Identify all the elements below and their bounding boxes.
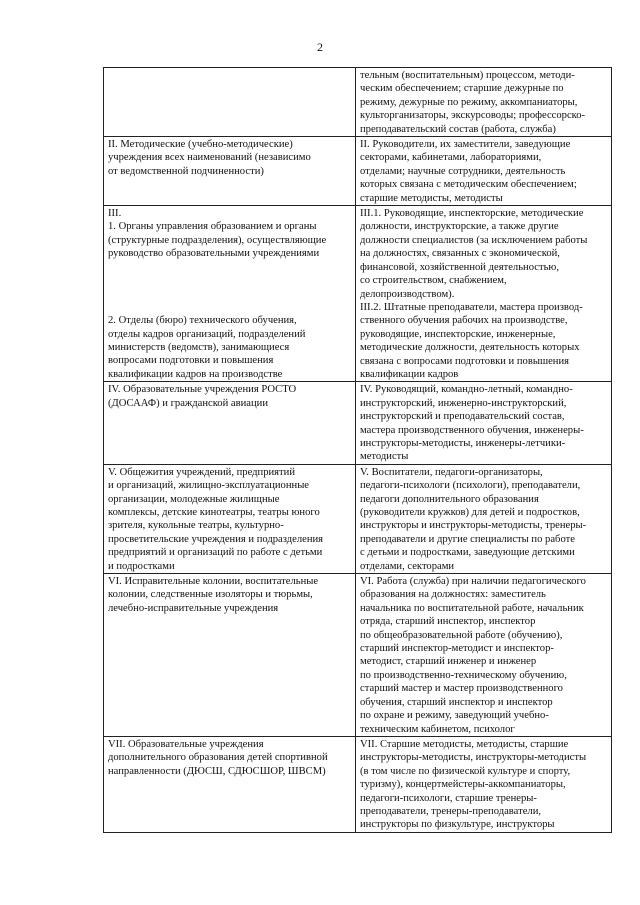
cell-text-line: инструкторский и преподавательский состав, xyxy=(360,411,565,423)
positions-cell xyxy=(356,68,612,137)
cell-text-line: V. Воспитатели, педагоги-организаторы, xyxy=(360,466,543,478)
cell-text-line: культорганизаторы, экскурсоводы; профессорско- xyxy=(360,110,586,122)
cell-text-line: преподаватели, тренеры-преподаватели, xyxy=(360,805,542,817)
cell-text-line: должности, инструкторские, а также другие xyxy=(360,221,559,233)
cell-text-line: отделами, секторами xyxy=(360,560,455,572)
positions-cell xyxy=(356,382,612,464)
cell-text-line: старший мастер и мастер производственного xyxy=(360,683,563,695)
cell-text-line: IV. Образовательные учреждения РОСТО xyxy=(108,384,297,396)
cell-text-line: (в том числе по физической культуре и спорту, xyxy=(360,765,571,777)
cell-text-line: финансовой, хозяйственной деятельностью, xyxy=(360,261,559,273)
cell-text-line xyxy=(108,301,351,314)
cell-text-line: колонии, следственные изоляторы и тюрьмы, xyxy=(108,589,313,601)
positions-cell xyxy=(356,206,612,382)
cell-text-line: направленности (ДЮСШ, СДЮСШОР, ШВСМ) xyxy=(108,765,326,777)
cell-text-line: со строительством, снабжением, xyxy=(360,275,507,287)
cell-text-line: педагоги-психологи (психологи), преподаватели, xyxy=(360,480,581,492)
cell-text-line: по охране и режиму, заведующий учебно- xyxy=(360,710,549,722)
cell-text-line: VI. Работа (служба) при наличии педагогического xyxy=(360,576,586,588)
positions-cell xyxy=(356,464,612,573)
table-row xyxy=(104,137,612,206)
cell-text-line: III.2. Штатные преподаватели, мастера производ- xyxy=(360,301,583,313)
cell-text-line: дополнительного образования детей спортивной xyxy=(108,752,328,764)
cell-text-line: преподаватели и другие специалисты по работе xyxy=(360,533,575,545)
cell-text-line: (ДОСААФ) и гражданской авиации xyxy=(108,397,269,409)
institution-cell xyxy=(104,736,356,832)
cell-text-line: зрителя, кукольные театры, культурно- xyxy=(108,520,284,532)
cell-text-line: делопроизводством). xyxy=(360,288,455,300)
cell-text-line: инструкторы и инструкторы-методисты, тренеры- xyxy=(360,520,587,532)
cell-text-line: VII. Старшие методисты, методисты, старшие xyxy=(360,738,569,750)
cell-text-line: III.1. Руководящие, инспекторские, методические xyxy=(360,208,584,220)
cell-text-line: и организаций, жилищно-эксплуатационные xyxy=(108,480,310,492)
cell-text-line: предприятий и организаций по работе с детьми xyxy=(108,547,323,559)
cell-text-line: старший инспектор-методист и инспектор- xyxy=(360,643,554,655)
cell-text-line xyxy=(108,274,351,287)
cell-text-line: методические должности, деятельность которых xyxy=(360,342,580,354)
cell-text-line: учреждения всех наименований (независимо xyxy=(108,152,311,164)
positions-cell xyxy=(356,574,612,737)
cell-text-line: техническим кабинетом, психолог xyxy=(360,723,515,735)
table-row xyxy=(104,382,612,464)
cell-text-line: от ведомственной подчиненности) xyxy=(108,165,264,177)
cell-text-line: должности специалистов (за исключением работы xyxy=(360,234,588,246)
cell-text-line: мастера производственного обучения, инженеры- xyxy=(360,424,584,436)
institution-cell xyxy=(104,464,356,573)
cell-text-line: VI. Исправительные колонии, воспитательные xyxy=(108,576,319,588)
cell-text-line: просветительские учреждения и подразделения xyxy=(108,533,324,545)
cell-text-line: ственного обучения рабочих на производстве, xyxy=(360,315,568,327)
cell-text-line: инструкторский, инженерно-инструкторский, xyxy=(360,397,567,409)
cell-text-line: по общеобразовательной работе (обучению), xyxy=(360,629,563,641)
cell-text-line: комплексы, детские кинотеатры, театры юного xyxy=(108,507,320,518)
cell-text-line: методист, старший инженер и инженер xyxy=(360,656,537,668)
document-table xyxy=(103,67,612,833)
cell-text-line: режиму, дежурные по режиму, аккомпаниаторы, xyxy=(360,96,578,108)
cell-text-line: вопросами подготовки и повышения xyxy=(108,355,274,367)
cell-text-line: отделы кадров организаций, подразделений xyxy=(108,328,306,340)
cell-text-line: квалификации кадров xyxy=(360,368,459,380)
cell-text-line: (руководители кружков) для детей и подростков, xyxy=(360,507,580,518)
cell-text-line: преподавательский состав (работа, служба) xyxy=(360,123,556,135)
cell-text-line: руководство образовательными учреждениями xyxy=(108,248,320,260)
cell-text-line: туризму), концертмейстеры-аккомпаниаторы, xyxy=(360,779,566,791)
page-number: 2 xyxy=(317,40,323,54)
cell-text-line: отделами; научные сотрудники, деятельность xyxy=(360,165,566,177)
cell-text-line: министерств (ведомств), занимающиеся xyxy=(108,342,290,354)
institution-cell xyxy=(104,137,356,206)
cell-text-line: 2. Отделы (бюро) технического обучения, xyxy=(108,315,297,327)
table-row xyxy=(104,574,612,737)
cell-text-line: инструкторы-методисты, инженеры-летчики- xyxy=(360,437,566,449)
cell-text-line: отряда, старший инспектор, инспектор xyxy=(360,616,536,628)
cell-text-line: образования на должностях: заместитель xyxy=(360,589,546,601)
cell-text-line: III. xyxy=(108,208,122,220)
cell-text-line: 1. Органы управления образованием и органы xyxy=(108,221,317,233)
table-row xyxy=(104,206,612,382)
cell-text-line: инструкторы по физкультуре, инструкторы xyxy=(360,819,555,831)
cell-text-line: V. Общежития учреждений, предприятий xyxy=(108,466,296,478)
institution-cell xyxy=(104,206,356,382)
cell-text-line: II. Руководители, их заместители, заведующие xyxy=(360,139,571,151)
cell-text-line: методисты xyxy=(360,451,409,463)
institution-cell xyxy=(104,382,356,464)
positions-cell xyxy=(356,736,612,832)
cell-text-line: на должностях, связанных с экономической, xyxy=(360,248,560,260)
cell-text-line: педагоги-психологи, старшие тренеры- xyxy=(360,792,537,804)
cell-text-line: связана с вопросами подготовки и повышения xyxy=(360,355,570,367)
cell-text-line xyxy=(108,261,351,274)
cell-text-line: (структурные подразделения), осуществляющие xyxy=(108,234,327,246)
cell-text-line: обучения, старший инспектор и инспектор xyxy=(360,696,553,708)
cell-text-line: старшие методисты, методисты xyxy=(360,192,503,204)
table-row xyxy=(104,68,612,137)
cell-text-line: инструкторы-методисты, инструкторы-методисты xyxy=(360,752,587,764)
cell-text-line: руководящие, инспекторские, инженерные, xyxy=(360,328,556,340)
positions-cell xyxy=(356,137,612,206)
cell-text-line: VII. Образовательные учреждения xyxy=(108,738,264,750)
table-row xyxy=(104,464,612,573)
cell-text-line: II. Методические (учебно-методические) xyxy=(108,139,293,151)
table-row xyxy=(104,736,612,832)
cell-text-line: лечебно-исправительные учреждения xyxy=(108,602,279,614)
cell-text-line: ческим обеспечением; старшие дежурные по xyxy=(360,83,564,95)
cell-text-line: которых связана с методическим обеспечением; xyxy=(360,179,577,191)
cell-text-line xyxy=(108,287,351,300)
cell-text-line: тельным (воспитательным) процессом, методи- xyxy=(360,70,575,81)
institution-cell xyxy=(104,574,356,737)
table-body xyxy=(104,68,612,833)
cell-text-line: квалификации кадров на производстве xyxy=(108,368,283,380)
cell-text-line: и подростками xyxy=(108,560,175,572)
cell-text-line: организации, молодежные жилищные xyxy=(108,493,280,505)
cell-text-line: начальника по воспитательной работе, начальник xyxy=(360,602,584,614)
cell-text-line: IV. Руководящий, командно-летный, командно- xyxy=(360,384,573,396)
cell-text-line: с детьми и подростками, заведующие детскими xyxy=(360,547,575,559)
institution-cell xyxy=(104,68,356,137)
cell-text-line: по производственно-техническому обучению, xyxy=(360,669,567,681)
cell-text-line: секторами, кабинетами, лабораториями, xyxy=(360,152,542,164)
cell-text-line: педагоги дополнительного образования xyxy=(360,493,539,505)
